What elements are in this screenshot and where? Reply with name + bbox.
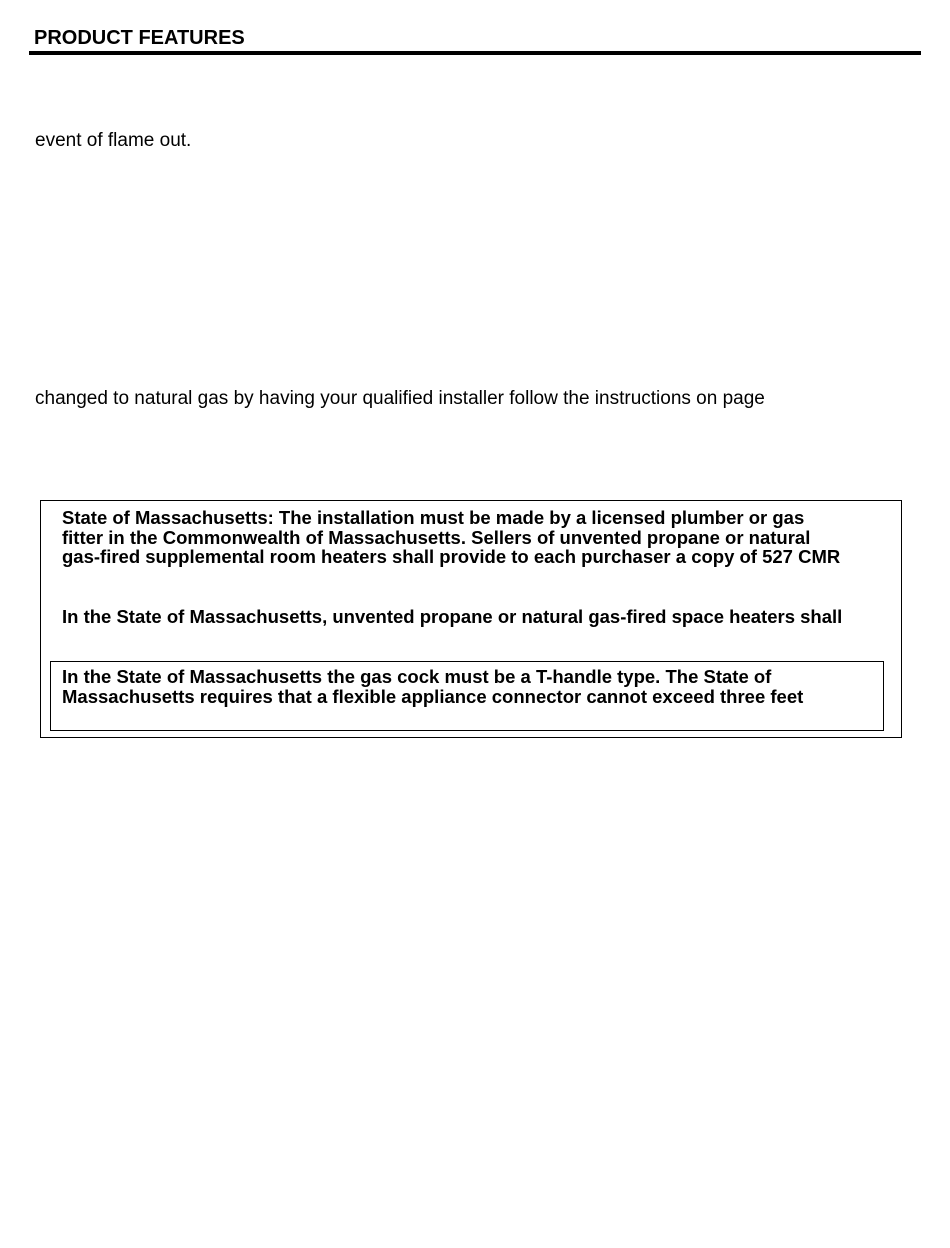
- notice-line: fitter in the Commonwealth of Massachusetts. Sellers of unvented propane or natural: [62, 526, 811, 548]
- notice-paragraph-installation: [62, 508, 840, 567]
- section-title: PRODUCT FEATURES: [34, 27, 245, 49]
- notice-line: gas-fired supplemental room heaters shall provide to each purchaser a copy of 527 CMR: [62, 546, 841, 567]
- notice-line: State of Massachusetts: The installation must be made by a licensed plumber or gas: [62, 507, 805, 528]
- notice-line: In the State of Massachusetts the gas cock must be a T-handle type. The State of: [62, 666, 772, 687]
- notice-paragraph-gas-cock: [62, 667, 803, 706]
- body-text-line: event of flame out.: [35, 130, 192, 151]
- notice-paragraph-space-heaters: In the State of Massachusetts, unvented propane or natural gas-fired space heaters shall: [62, 606, 843, 627]
- body-text-line: changed to natural gas by having your qualified installer follow the instructions on page: [35, 388, 765, 409]
- notice-line: Massachusetts requires that a flexible appliance connector cannot exceed three feet: [62, 685, 804, 707]
- section-rule: [29, 51, 921, 55]
